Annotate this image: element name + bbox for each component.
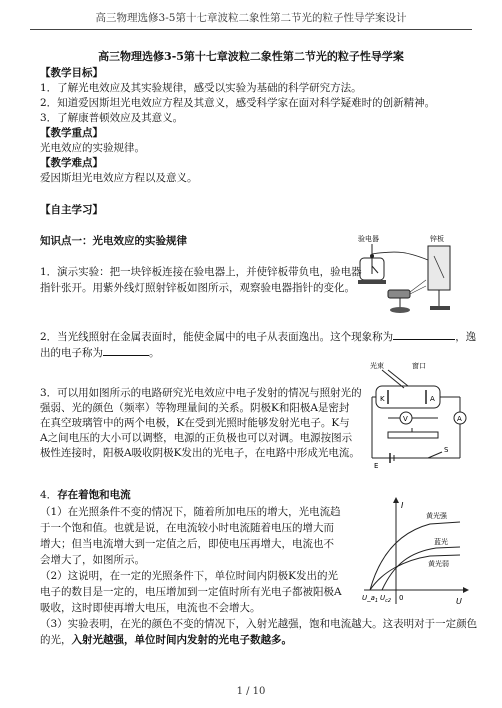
p3-line-3: 在真空玻璃管中的两个电极，K在受到光照时能够发射光电子。K与 (40, 417, 350, 429)
goal-item-1: 1．了解光电效应及其实验规律，感受以实验为基础的科学研究方法。 (40, 82, 362, 94)
p4-number: 4． (40, 489, 58, 501)
p2-line-2-tail: 。 (149, 347, 160, 359)
p3-line-1: 3．可以用如图所示的电路研究光电效应中电子发射的情况与照射光的 (40, 387, 362, 399)
knowledge-point-1-heading: 知识点一：光电效应的实验规律 (40, 235, 187, 247)
window-label: 窗口 (412, 362, 426, 370)
p3-line-5: 极性连接时，阳极A吸收阴极K发出的光电子，在电路中形成光电流。 (40, 447, 360, 459)
p4-heading (40, 488, 131, 502)
p4-title: 存在着饱和电流 (57, 489, 131, 501)
p4-line-3: 增大；但当电流增大到一定值之后，即使电压再增大，电流也不 (40, 538, 334, 550)
goals-heading: 【教学目标】 (40, 67, 103, 79)
electroscope-figure (348, 232, 468, 316)
ammeter-label: A (457, 415, 462, 423)
p4-3-line-2 (40, 633, 292, 647)
p3-line-4: A之间电压的大小可以调整，电源的正负极也可以对调。电源按图示 (40, 432, 353, 444)
p2-line-1-text: 2．当光线照射在金属表面时，能使金属中的电子从表面逸出。这个现象称为 (40, 331, 394, 343)
label-yellow-strong: 黄光强 (426, 512, 447, 520)
label-yellow-weak: 黄光弱 (428, 560, 449, 568)
switch-label: S (444, 446, 449, 454)
p1-line-2: 指针张开。用紫外线灯照射锌板如图所示，观察验电器指针的变化。 (40, 282, 355, 294)
p4-3-line-2-text: 的光， (40, 634, 72, 646)
cathode-label: K (380, 395, 385, 403)
p4-line-2: 于一个饱和值。也就是说，在电流较小时电流随着电压的增大而 (40, 522, 334, 534)
goal-item-3: 3．了解康普顿效应及其意义。 (40, 112, 184, 124)
p4-line-7: 吸收，这时即使再增大电压，电流也不会增大。 (40, 602, 261, 614)
p4-line-4: 会增大了，如图所示。 (40, 554, 145, 566)
p2-line-2 (40, 344, 160, 360)
phototube-circuit-figure (368, 358, 472, 470)
electroscope-label: 验电器 (358, 235, 379, 243)
label-blue: 蓝光 (434, 538, 448, 546)
self-study-heading: 【自主学习】 (40, 204, 103, 216)
p4-line-6: 电子的数目是一定的，电压增加到一定值时所有光电子都被阳极A (40, 586, 342, 598)
p2-line-1-tail: ，逸 (455, 331, 477, 343)
voltmeter-label: V (403, 415, 408, 423)
blank-phenomenon[interactable] (393, 328, 455, 340)
zinc-plate-label: 锌板 (430, 235, 444, 243)
p3-line-2: 强弱、光的颜色（频率）等物理量间的关系。阴极K和阳极A是密封 (40, 402, 350, 414)
page-header: 高三物理选修3-5第十七章波粒二象性第二节光的粒子性导学案设计 (30, 10, 472, 30)
graph-y-label: I (401, 501, 404, 510)
iu-curve-figure (360, 494, 472, 612)
goal-item-2: 2．知道爱因斯坦光电效应方程及其意义，感受科学家在面对科学疑难时的创新精神。 (40, 97, 436, 109)
light-beam-label: 光束 (370, 362, 384, 370)
p4-3-line-1: （3）实验表明，在光的颜色不变的情况下，入射光越强，饱和电流越大。这表明对于一定颜色 (40, 618, 478, 630)
graph-origin: 0 (399, 594, 404, 602)
graph-ua-label: $U\_a_1$ (362, 594, 379, 604)
p1-line-1: 1．演示实验：把一块锌板连接在验电器上，并使锌板带负电，验电器 (40, 266, 362, 278)
p4-line-1: （1）在光照条件不变的情况下，随着所加电压的增大，光电流趋 (40, 506, 341, 518)
curve-yellow-strong (370, 522, 460, 590)
doc-title: 高三物理选修3-5第十七章波粒二象性第二节光的粒子性导学案 (98, 50, 404, 63)
p4-3-bold-conclusion: 入射光越强，单位时间内发射的光电子数越多。 (71, 634, 292, 646)
battery-label: E (374, 462, 379, 470)
anode-label-tube: A (430, 395, 435, 403)
difficulty-text: 爱因斯坦光电效应方程以及意义。 (40, 172, 198, 184)
blank-electron-name[interactable] (103, 344, 149, 356)
page-number: 1 / 10 (236, 686, 266, 697)
keypoint-text: 光电效应的实验规律。 (40, 142, 145, 154)
p2-line-2-text: 出的电子称为 (40, 347, 103, 359)
p4-line-5: （2）这说明，在一定的光照条件下，单位时间内阴极K发出的光 (40, 570, 339, 582)
difficulty-heading: 【教学难点】 (40, 157, 103, 169)
graph-x-label: U (456, 597, 462, 606)
graph-uc2-label: $U_{c2}$ (380, 594, 392, 604)
keypoint-heading: 【教学重点】 (40, 127, 103, 139)
p2-line-1 (40, 328, 476, 344)
